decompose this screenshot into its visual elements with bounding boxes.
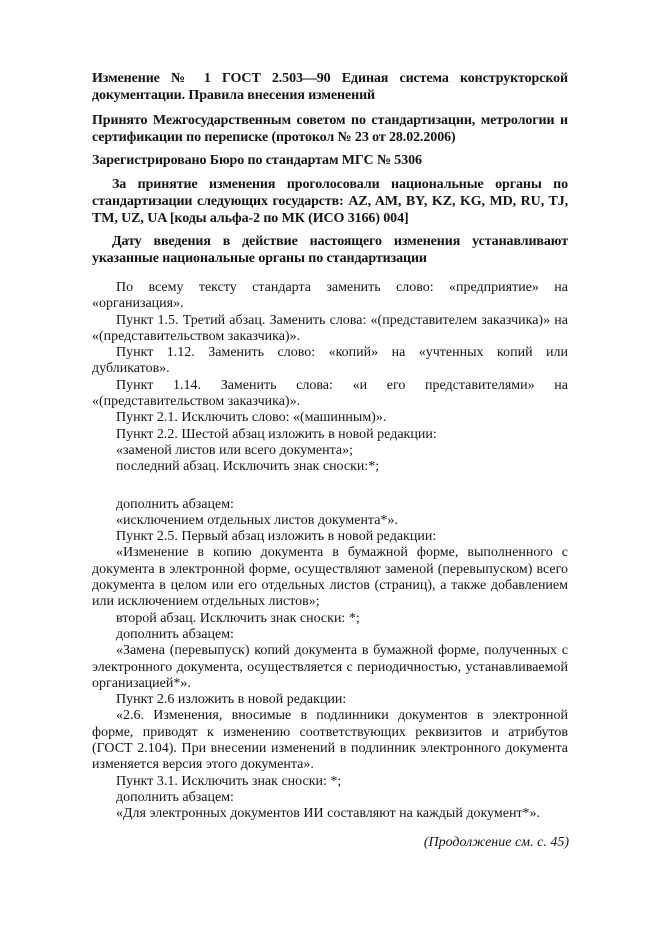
paragraph: последний абзац. Исключить знак сноски:*; xyxy=(116,459,380,475)
paragraph: Пункт 3.1. Исключить знак сноски: *; xyxy=(116,773,342,789)
paragraph: Пункт 1.12. Заменить слово: «копий» на «учтенных копий или дубликатов». xyxy=(92,345,568,377)
paragraph: второй абзац. Исключить знак сноски: *; xyxy=(116,610,360,626)
blank-gap xyxy=(92,476,568,497)
effective-date-statement: Дату введения в действие настоящего изменения устанавливают указанные национальные органы по стандартизации xyxy=(92,234,568,266)
paragraph: «заменой листов или всего документа»; xyxy=(116,442,354,458)
paragraph: Пункт 2.5. Первый абзац изложить в новой редакции: xyxy=(116,529,437,545)
amendment-body xyxy=(92,280,568,823)
voting-statement: За принятие изменения проголосовали национальные органы по стандартизации следующих государств: AZ, AM, BY, KZ, KG, MD, RU, TJ, TM, UZ, UA [коды альфа-2 по МК (ИСО 3166) 004] xyxy=(92,177,568,226)
paragraph: «2.6. Изменения, вносимые в подлинники документов в электронной форме, приводят к изменению соответствующих реквизитов и атрибутов (ГОСТ 2.104). При внесении изменений в подлинник электронного документа изменяется версия этого документа». xyxy=(92,708,568,773)
paragraph: «Замена (перевыпуск) копий документа в бумажной форме, полученных с электронного документа, осуществляется с периодичностью, устанавливаемой организацией*». xyxy=(92,643,568,691)
paragraph: «Для электронных документов ИИ составляют на каждый документ*». xyxy=(116,806,541,822)
paragraph: Пункт 2.6 изложить в новой редакции: xyxy=(116,692,347,708)
paragraph: По всему тексту стандарта заменить слово: «предприятие» на «организация». xyxy=(92,280,568,312)
paragraph: дополнить абзацем: xyxy=(116,789,234,805)
registration-statement: Зарегистрировано Бюро по стандартам МГС № 5306 xyxy=(92,153,422,168)
paragraph: «Изменение в копию документа в бумажной форме, выполненного с документа в электронной форме, осуществляют заменой (перевыпуском) всего документа в целом или его отдельных листов (страниц), а также добавлением или исключением отдельных листов»; xyxy=(92,545,568,610)
paragraph: Пункт 1.5. Третий абзац. Заменить слова: «(представителем заказчика)» на «(представительством заказчика)». xyxy=(92,312,568,344)
paragraph: дополнить абзацем: xyxy=(116,496,234,512)
document-page xyxy=(92,70,568,823)
adopted-statement: Принято Межгосударственным советом по стандартизации, метрологии и сертификации по переписке (протокол № 23 от 28.02.2006) xyxy=(92,113,568,145)
continuation-note: (Продолжение см. с. 45) xyxy=(423,835,569,850)
amendment-title: Изменение № 1 ГОСТ 2.503—90 Единая система конструкторской документации. Правила внесения изменений xyxy=(92,71,568,103)
paragraph: дополнить абзацем: xyxy=(116,626,234,642)
paragraph: Пункт 2.2. Шестой абзац изложить в новой редакции: xyxy=(116,426,437,442)
paragraph: Пункт 1.14. Заменить слова: «и его представителями» на «(представительством заказчика)». xyxy=(92,377,568,410)
paragraph: «исключением отдельных листов документа*». xyxy=(116,512,398,528)
paragraph: Пункт 2.1. Исключить слово: «(машинным)». xyxy=(116,410,387,426)
